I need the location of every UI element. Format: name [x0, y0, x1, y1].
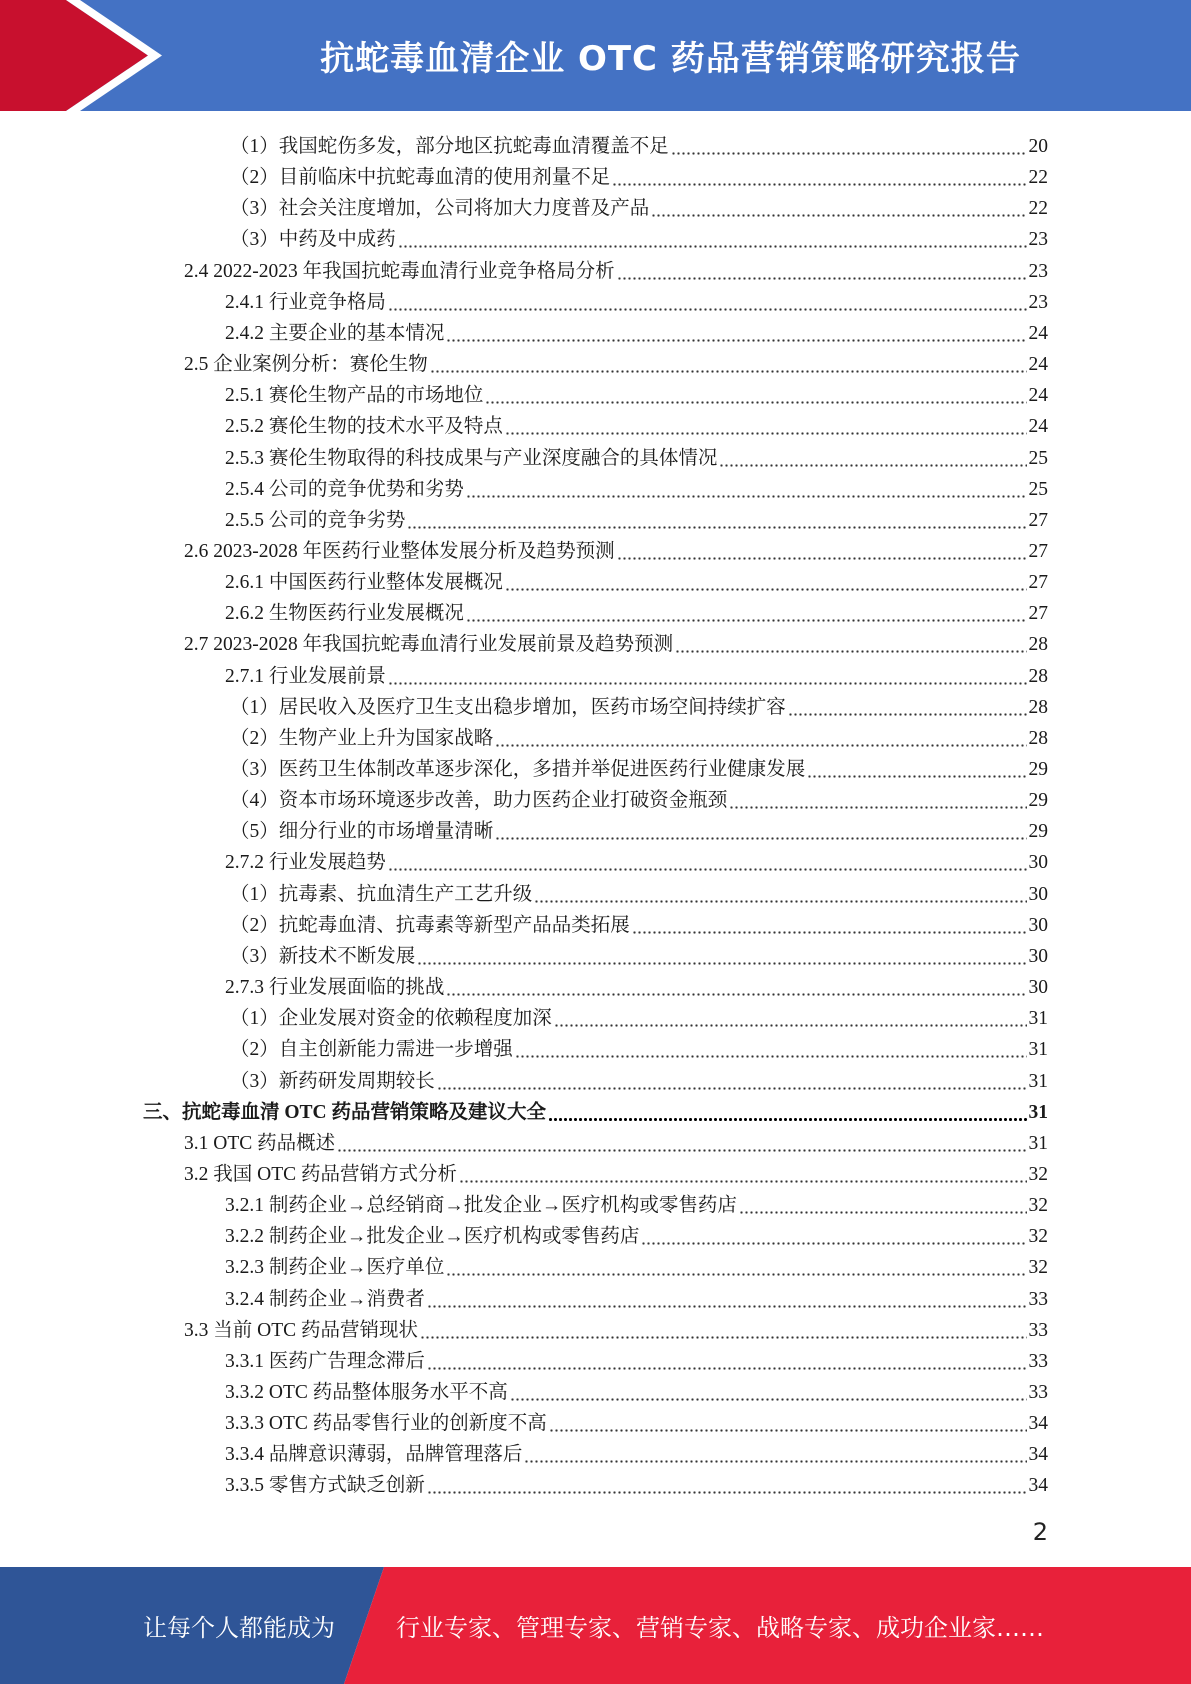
- toc-entry-title: 2.7.3 行业发展面临的挑战: [225, 977, 445, 999]
- toc-dot-leader: [398, 229, 1027, 249]
- toc-entry-title: 3.2.1 制药企业→总经销商→批发企业→医疗机构或零售药店: [225, 1195, 737, 1217]
- toc-entry[interactable]: [225, 844, 1048, 875]
- toc-entry-page: 33: [1028, 1319, 1048, 1341]
- toc-entry[interactable]: [184, 346, 1048, 377]
- toc-entry[interactable]: [225, 502, 1048, 533]
- toc-entry-page: 30: [1028, 883, 1048, 905]
- toc-entry-title: 3.3.4 品牌意识薄弱，品牌管理落后: [225, 1444, 523, 1466]
- toc-entry[interactable]: [230, 720, 1048, 751]
- toc-entry[interactable]: [225, 1343, 1048, 1374]
- toc-entry[interactable]: [184, 533, 1048, 564]
- toc-dot-leader: [388, 852, 1027, 872]
- toc-dot-leader: [388, 292, 1027, 312]
- toc-entry[interactable]: [225, 471, 1048, 502]
- toc-entry-title: 3.3.3 OTC 药品零售行业的创新度不高: [225, 1413, 547, 1435]
- toc-entry-title: 2.5.2 赛伦生物的技术水平及特点: [225, 416, 503, 438]
- toc-dot-leader: [485, 385, 1026, 405]
- toc-dot-leader: [459, 1164, 1026, 1184]
- toc-entry-page: 28: [1028, 634, 1048, 656]
- footer-slogan-left: 让每个人都能成为: [143, 1614, 335, 1642]
- red-arrow-icon: [0, 0, 200, 111]
- toc-dot-leader: [505, 572, 1027, 592]
- toc-entry-title: 3.2 我国 OTC 药品营销方式分析: [184, 1163, 458, 1185]
- toc-entry-title: 2.7.2 行业发展趋势: [225, 852, 386, 874]
- toc-entry-title: （5）细分行业的市场增量清晰: [230, 821, 494, 843]
- toc-dot-leader: [420, 1320, 1026, 1340]
- toc-entry-title: （4）资本市场环境逐步改善，助力医药企业打破资金瓶颈: [230, 790, 728, 812]
- toc-entry-title: （2）生物产业上升为国家战略: [230, 727, 494, 749]
- toc-entry-page: 31: [1028, 1132, 1048, 1154]
- toc-entry[interactable]: [230, 1000, 1048, 1031]
- toc-entry-page: 32: [1028, 1163, 1048, 1185]
- toc-dot-leader: [632, 915, 1027, 935]
- toc-entry-page: 32: [1028, 1195, 1048, 1217]
- toc-entry[interactable]: [225, 564, 1048, 595]
- toc-entry-page: 27: [1028, 572, 1048, 594]
- toc-entry-title: 3.3.5 零售方式缺乏创新: [225, 1475, 425, 1497]
- toc-dot-leader: [337, 1133, 1026, 1153]
- toc-dot-leader: [510, 1382, 1027, 1402]
- toc-entry-title: （2）抗蛇毒血清、抗毒素等新型产品品类拓展: [230, 914, 630, 936]
- toc-dot-leader: [466, 603, 1027, 623]
- toc-entry-page: 22: [1028, 198, 1048, 220]
- toc-entry-title: 2.4.2 主要企业的基本情况: [225, 322, 445, 344]
- toc-entry-title: 3.2.3 制药企业→医疗单位: [225, 1257, 445, 1279]
- toc-dot-leader: [807, 759, 1026, 779]
- toc-entry-page: 23: [1028, 260, 1048, 282]
- toc-dot-leader: [719, 448, 1026, 468]
- toc-entry[interactable]: [225, 1467, 1048, 1498]
- toc-entry[interactable]: [230, 938, 1048, 969]
- toc-dot-leader: [446, 1257, 1026, 1277]
- toc-entry[interactable]: [184, 1125, 1048, 1156]
- toc-entry-page: 22: [1028, 167, 1048, 189]
- toc-entry-title: 3.3.2 OTC 药品整体服务水平不高: [225, 1382, 508, 1403]
- toc-entry[interactable]: [225, 658, 1048, 689]
- toc-entry[interactable]: [230, 1031, 1048, 1062]
- toc-entry-title: （3）医药卫生体制改革逐步深化，多措并举促进医药行业健康发展: [230, 759, 806, 780]
- toc-entry-title: （1）企业发展对资金的依赖程度加深: [230, 1008, 552, 1030]
- toc-entry-page: 30: [1028, 977, 1048, 999]
- toc-entry-page: 28: [1028, 696, 1048, 718]
- toc-entry-title: （2）自主创新能力需进一步增强: [230, 1039, 513, 1061]
- toc-entry-title: 3.1 OTC 药品概述: [184, 1132, 336, 1154]
- toc-entry-page: 32: [1028, 1226, 1048, 1248]
- toc-entry[interactable]: [225, 1187, 1048, 1218]
- toc-entry-page: 25: [1028, 447, 1048, 469]
- toc-dot-leader: [430, 354, 1027, 374]
- toc-dot-leader: [534, 884, 1026, 904]
- toc-dot-leader: [675, 634, 1026, 654]
- page-number: 2: [1032, 1518, 1048, 1546]
- toc-entry[interactable]: [225, 1281, 1048, 1312]
- toc-entry-title: 三、抗蛇毒血清 OTC 药品营销策略及建议大全: [143, 1101, 547, 1123]
- toc-dot-leader: [617, 261, 1027, 281]
- toc-entry-title: 2.6.1 中国医药行业整体发展概况: [225, 572, 503, 594]
- toc-dot-leader: [417, 946, 1026, 966]
- toc-entry-page: 34: [1028, 1475, 1048, 1497]
- toc-dot-leader: [466, 479, 1027, 499]
- toc-entry-title: 2.4 2022-2023 年我国抗蛇毒血清行业竞争格局分析: [184, 260, 615, 282]
- toc-entry-title: （1）居民收入及医疗卫生支出稳步增加，医药市场空间持续扩容: [230, 696, 786, 718]
- toc-entry[interactable]: [225, 315, 1048, 346]
- toc-entry-title: 2.5 企业案例分析：赛伦生物: [184, 354, 428, 376]
- toc-dot-leader: [651, 198, 1026, 218]
- toc-entry-title: （3）新药研发周期较长: [230, 1070, 435, 1092]
- toc-entry-title: 2.5.4 公司的竞争优势和劣势: [225, 478, 464, 500]
- toc-dot-leader: [788, 697, 1027, 717]
- toc-entry[interactable]: [225, 1405, 1048, 1436]
- toc-entry[interactable]: [230, 689, 1048, 720]
- toc-entry-title: 3.3 当前 OTC 药品营销现状: [184, 1319, 419, 1341]
- toc-entry-title: （2）目前临床中抗蛇毒血清的使用剂量不足: [230, 167, 611, 189]
- toc-entry-title: （3）新技术不断发展: [230, 945, 416, 967]
- toc-entry-page: 34: [1028, 1444, 1048, 1466]
- toc-entry-title: 2.6 2023-2028 年医药行业整体发展分析及趋势预测: [184, 540, 615, 562]
- toc-entry-page: 23: [1028, 229, 1048, 251]
- toc-entry-title: 2.6.2 生物医药行业发展概况: [225, 603, 464, 625]
- toc-entry[interactable]: [184, 1312, 1048, 1343]
- toc-dot-leader: [495, 728, 1026, 748]
- report-title: 抗蛇毒血清企业 OTC 药品营销策略研究报告: [320, 39, 1021, 79]
- toc-entry[interactable]: [225, 1218, 1048, 1249]
- toc-dot-leader: [427, 1351, 1027, 1371]
- toc-entry-page: 24: [1028, 416, 1048, 438]
- toc-dot-leader: [617, 541, 1027, 561]
- toc-entry[interactable]: [230, 782, 1048, 813]
- toc-entry[interactable]: [230, 221, 1048, 252]
- toc-entry[interactable]: [225, 595, 1048, 626]
- toc-entry[interactable]: [184, 626, 1048, 657]
- toc-entry[interactable]: [225, 1374, 1048, 1405]
- toc-entry-title: 3.2.4 制药企业→消费者: [225, 1288, 425, 1310]
- toc-entry[interactable]: [230, 1063, 1048, 1094]
- toc-entry-page: 31: [1028, 1070, 1048, 1092]
- toc-entry[interactable]: [225, 969, 1048, 1000]
- page-header: [0, 0, 1191, 111]
- toc-dot-leader: [554, 1008, 1027, 1028]
- toc-entry-page: 28: [1028, 665, 1048, 687]
- toc-dot-leader: [524, 1444, 1026, 1464]
- toc-entry-title: 2.5.1 赛伦生物产品的市场地位: [225, 385, 484, 407]
- toc-entry[interactable]: [230, 159, 1048, 190]
- toc-dot-leader: [495, 821, 1026, 841]
- toc-entry-page: 32: [1028, 1257, 1048, 1279]
- toc-entry-page: 29: [1028, 790, 1048, 812]
- toc-entry-page: 34: [1028, 1413, 1048, 1435]
- toc-entry-title: 2.7.1 行业发展前景: [225, 665, 386, 687]
- toc-dot-leader: [739, 1195, 1027, 1215]
- toc-entry[interactable]: [230, 751, 1048, 782]
- toc-entry-title: 2.7 2023-2028 年我国抗蛇毒血清行业发展前景及趋势预测: [184, 634, 674, 656]
- toc-entry-page: 33: [1028, 1382, 1048, 1403]
- toc-entry[interactable]: [143, 1094, 1048, 1125]
- toc-dot-leader: [388, 666, 1027, 686]
- toc-entry-title: 2.5.5 公司的竞争劣势: [225, 509, 406, 531]
- toc-entry-page: 31: [1028, 1039, 1048, 1061]
- toc-entry[interactable]: [230, 128, 1048, 159]
- toc-dot-leader: [505, 416, 1027, 436]
- toc-dot-leader: [549, 1413, 1027, 1433]
- toc-dot-leader: [729, 790, 1026, 810]
- toc-entry-page: 30: [1028, 914, 1048, 936]
- toc-entry[interactable]: [230, 907, 1048, 938]
- toc-entry-page: 25: [1028, 478, 1048, 500]
- toc-entry-title: （3）中药及中成药: [230, 229, 396, 251]
- toc-entry-page: 29: [1028, 821, 1048, 843]
- toc-dot-leader: [427, 1475, 1027, 1495]
- toc-entry-page: 24: [1028, 322, 1048, 344]
- toc-entry-page: 20: [1028, 136, 1048, 157]
- toc-entry-page: 31: [1028, 1101, 1048, 1123]
- toc-entry-title: 2.4.1 行业竞争格局: [225, 291, 386, 313]
- toc-entry-page: 27: [1028, 540, 1048, 562]
- toc-entry-page: 30: [1028, 852, 1048, 874]
- toc-entry-page: 33: [1028, 1288, 1048, 1310]
- page-footer: [0, 1567, 1191, 1684]
- toc-entry[interactable]: [225, 1249, 1048, 1280]
- toc-entry[interactable]: [225, 284, 1048, 315]
- toc-dot-leader: [407, 510, 1026, 530]
- toc-entry-title: （1）抗毒素、抗血清生产工艺升级: [230, 883, 533, 905]
- toc-entry[interactable]: [225, 1436, 1048, 1467]
- toc-entry-page: 24: [1028, 354, 1048, 376]
- toc-entry-page: 31: [1028, 1008, 1048, 1030]
- toc-entry[interactable]: [230, 190, 1048, 221]
- toc-dot-leader: [437, 1071, 1027, 1091]
- toc-entry[interactable]: [184, 253, 1048, 284]
- toc-dot-leader: [671, 136, 1027, 156]
- toc-entry-page: 28: [1028, 727, 1048, 749]
- toc-entry[interactable]: [225, 377, 1048, 408]
- toc-dot-leader: [446, 323, 1026, 343]
- toc-entry[interactable]: [225, 440, 1048, 471]
- toc-entry-title: （1）我国蛇伤多发，部分地区抗蛇毒血清覆盖不足: [230, 136, 669, 157]
- toc-entry[interactable]: [184, 1156, 1048, 1187]
- toc-entry-title: 2.5.3 赛伦生物取得的科技成果与产业深度融合的具体情况: [225, 447, 718, 469]
- toc-entry-page: 24: [1028, 385, 1048, 407]
- toc-entry-page: 30: [1028, 945, 1048, 967]
- toc-dot-leader: [515, 1039, 1027, 1059]
- toc-entry-page: 23: [1028, 291, 1048, 313]
- toc-dot-leader: [548, 1102, 1026, 1122]
- toc-entry[interactable]: [225, 408, 1048, 439]
- footer-slogan-right: 行业专家、管理专家、营销专家、战略专家、成功企业家……: [396, 1614, 1044, 1642]
- toc-entry-page: 27: [1028, 603, 1048, 625]
- toc-entry-title: 3.3.1 医药广告理念滞后: [225, 1350, 425, 1372]
- toc-entry-page: 33: [1028, 1350, 1048, 1372]
- toc-dot-leader: [641, 1226, 1026, 1246]
- toc-dot-leader: [446, 977, 1026, 997]
- toc-entry[interactable]: [230, 813, 1048, 844]
- toc-dot-leader: [612, 167, 1026, 187]
- toc-entry-page: 29: [1028, 759, 1048, 780]
- toc-entry-title: 3.2.2 制药企业→批发企业→医疗机构或零售药店: [225, 1226, 640, 1248]
- toc-dot-leader: [427, 1289, 1027, 1309]
- toc-entry[interactable]: [230, 876, 1048, 907]
- toc-entry-page: 27: [1028, 509, 1048, 531]
- toc-entry-title: （3）社会关注度增加，公司将加大力度普及产品: [230, 198, 650, 220]
